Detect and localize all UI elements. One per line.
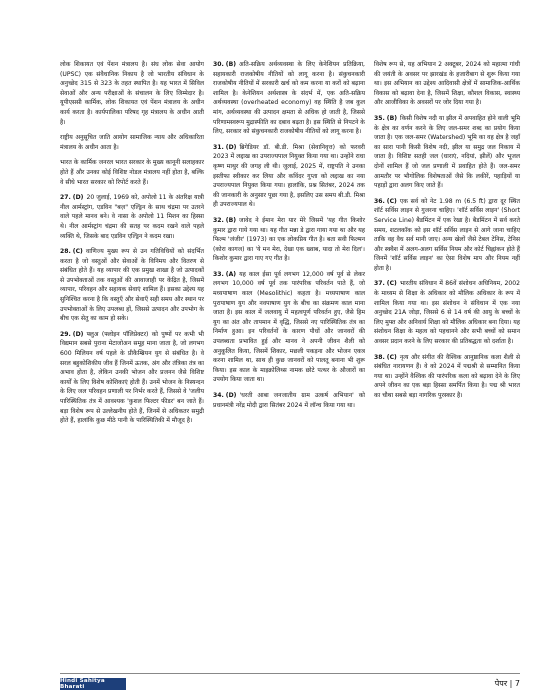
paragraph: लोक शिकायत एवं पेंशन मंत्रालय है। संघ लोक सेवा आयोग (UPSC) एक संवैधानिक निकाय है जो भारतीय संविधान के अनुच्छेद 315 से 323 के तहत स्थापित है। यह भारत में सिविल सेवाओं और अन्य परीक्षाओं के संचालन के लिए जिम्मेदार है। यूपीएससी कार्मिक, लोक शिकायत एवं पेंशन मंत्रालय के अधीन कार्य करता है। कार्यपालिका परिषद गृह मंत्रालय के अधीन आती है।	[60, 61, 204, 126]
explanation-text: वाणिज्य मुख्य रूप से उन गतिविधियों को संदर्भित करता है जो वस्तुओं और सेवाओं के विनिमय और वितरण से संबंधित होते हैं। यह व्यापार की एक प्रमुख शाखा है जो उत्पादकों से उपभोक्ताओं तक वस्तुओं की आवाजाही पर केंद्रित है, जिसमें व्यापार, परिवहन और सहायक सेवाएं शामिल हैं। इसका उद्देश्य यह सुनिश्चित करना है कि वस्तुएँ और सेवाएँ सही समय और स्थान पर उपभोक्ताओं के लिए उपलब्ध हों, जिससे उत्पादन और उपभोग के बीच एक सेतु का काम हो सके।	[60, 248, 204, 323]
answer-option: (B)	[225, 216, 237, 224]
answer-entry	[60, 193, 204, 241]
answer-entry	[213, 216, 365, 264]
explanation-text: जावेद ने ईमान मेरा यार मेरे जिसमें 'यह गीत किशोर कुमार द्वारा गाये गया था। यह गीत मन्ना डे द्वारा गाया गया था और यह फिल्म 'जंजीर' (1973) का एक लोकप्रिय गीत है। बता सवी फिल्मन (कोरा कागज) का 'ये मन मेरा, देखा एक ख्वाब, यादा तो मेरा दिल'। किशोर कुमार द्वारा गाए गए गीत है।	[213, 216, 365, 263]
question-number: 34.	[213, 392, 224, 399]
answer-option: (C)	[386, 280, 397, 288]
question-number: 37.	[374, 280, 385, 288]
question-number: 36.	[374, 197, 385, 205]
answer-option: (D)	[72, 194, 84, 202]
answer-entry	[374, 197, 520, 274]
answer-option: (D)	[72, 330, 84, 338]
answer-entry	[374, 114, 520, 191]
explanation-text: 20 जुलाई, 1969 को, अपोलो 11 के अंतरिक्ष यात्री नील आर्मस्ट्रांग, एडविन "बज़" एल्ड्रिन के साथ चंद्रमा पर उतरने वाले पहले मानव बने। वे नासा के अपोलो 11 मिशन का हिस्सा थे। नील आर्मस्ट्रांग चंद्रमा की सतह पर कदम रखने वाले पहले व्यक्ति थे, जिसके बाद एडविन एल्ड्रिन ने कदम रखा।	[60, 194, 204, 240]
answer-option: (B)	[225, 61, 237, 68]
answer-option: (B)	[386, 114, 398, 122]
explanation-text: भारतीय संविधान में 86वें संशोधन अधिनियम, 2002 के माध्यम से शिक्षा के अधिकार को मौलिक अधिकार के रूप में शामिल किया गया था। इस संशोधन ने संविधान में एक नया अनुच्छेद 21A जोड़ा, जिससे 6 से 14 वर्ष की आयु के बच्चों के लिए मुफ्त और अनिवार्य शिक्षा को मौलिक अधिकार बना दिया। यह संशोधन शिक्षा के महत्व को पहचानने और सभी बच्चों को समान अवसर प्रदान करने के लिए सरकार की प्रतिबद्धता को दर्शाता है।	[374, 280, 520, 346]
explanation-text: एक सर्व को नेट 1.98 m (6.5 ft) द्वारा दूर स्थित शॉर्ट सर्विस लाइन से गुजरना चाहिए। 'शॉर्ट सर्विस लाइन' (Short Service Line) बैडमिंटन में एक रेखा है। बैडमिंटन में सर्व करते समय, शटलकॉक को इस शॉर्ट सर्विस लाइन से आगे जाना चाहिए ताकि वह वैध सर्व मानी जाए। अन्य खेलों जैसे टेबल टेनिस, टेनिस और स्क्वैश में अलग-अलग सर्विस नियम और कोर्ट चिह्नांकन होते हैं जिनमें 'शॉर्ट सर्विस लाइन' का ऐसा विशेष माप और नियम नहीं होता है।	[374, 197, 520, 272]
answer-option: (C)	[72, 248, 83, 256]
column-left	[60, 60, 204, 432]
column-middle	[213, 60, 365, 416]
answer-entry	[213, 270, 365, 385]
page-number: पेपर | 7	[494, 679, 520, 688]
answer-entry	[374, 279, 520, 346]
paragraph: राष्ट्रीय अनुसूचित जाति आयोग सामाजिक न्याय और अधिकारिता मंत्रालय के अधीन आता है।	[60, 134, 204, 151]
answer-entry	[213, 391, 365, 410]
column-right	[374, 60, 520, 407]
answer-option: (C)	[386, 353, 397, 361]
question-number: 35.	[374, 114, 385, 122]
explanation-text: ब्रिगेडियर डॉ. बी.डी. मिश्रा (सेवानिवृत्त) को फरवरी 2023 में लद्दाख का उपराज्यपाल नियुक्त किया गया था। उन्होंने राधा कृष्ण माथुर की जगह ली थी। जुलाई, 2025 में, राष्ट्रपति ने उनका इस्तीफा स्वीकार कर लिया और कविंदर गुप्ता को लद्दाख का नया उपराज्यपाल नियुक्त किया गया। हालांकि, प्रश्न सितंबर, 2024 तक की जानकारी के अनुसार पूछा गया है, इसलिए उस समय बी.डी. मिश्रा ही उपराज्यपाल थे।	[213, 143, 365, 209]
explanation-text: नृत्य और संगीत की वैश्विक आनुष्ठानिक कला शैली से संबंधित नारायणन हैं। वे को 2024 में पद्मश्री से सम्मानित किया गया था। उन्होंने वैश्विक की पारंपरिक कला को बढ़ावा देने के लिए अपने जीवन का एक बड़ा हिस्सा समर्पित किया है। पद्म श्री भारत का चौथा सबसे बड़ा नागरिक पुरस्कार है।	[374, 353, 520, 399]
answer-entry	[213, 143, 365, 210]
explanation-text: अति-सक्रिय अर्थव्यवस्था के लिए केनेशियन प्रतिक्रिया, सहायकारी राजकोषीय नीतियों को लागू करना है। संकुचनकारी राजकोषीय नीतियों में सरकारी खर्च को कम करना या करों को बढ़ाना शामिल है। केनेशियन अर्थशास्त्र के संदर्भ में, एक अति-सक्रिय अर्थव्यवस्था (overheated economy) वह स्थिति है जब कुल मांग, अर्थव्यवस्था की उत्पादन क्षमता से अधिक हो जाती है, जिससे परिणामस्वरूप मुद्रास्फीति का दबाव बढ़ता है। इस स्थिति से निपटने के लिए, सरकार को संकुचनकारी राजकोषीय नीतियों को लागू करना है।	[213, 61, 365, 136]
question-number: 33.	[213, 270, 224, 278]
paragraph: भारत के कार्मिक जनरल भारत सरकार के मुख्य कानूनी सलाहकार होते हैं और उनका कोई विशिष्ट नोडल मंत्रालय नहीं होता है, बल्कि वे सीधे भारत सरकार को रिपोर्ट करते हैं।	[60, 159, 204, 186]
explanation-text: किसी विशेष नदी या झील में अपवाहित होने वाली भूमि के क्षेत्र का वर्णन करने के लिए जल-समर शब्द का प्रयोग किया जाता है। एक जल-समर (Watershed) भूमि का वह क्षेत्र है जहाँ का सारा पानी किसी विशेष नदी, झील या समुद्र जल निकाय में जाता है। विशिष्ट सतही जल (धाराएं, नदियां, झीलें) और भूजल दोनों शामिल हैं जो जल प्रणाली में प्रवाहित होते हैं। जल-समर आमतौर पर भौगोलिक विशेषताओं जैसे कि लकीरें, पहाड़ियों या पहाड़ों द्वारा अलग किए जाते हैं।	[374, 114, 520, 190]
question-number: 30.	[213, 61, 224, 68]
explanation-text: यह काल ईसा पूर्व लगभग 12,000 वर्ष पूर्व से लेकर लगभग 10,000 वर्ष पूर्व तक पारंपरिक परिवर्तन पाते हैं, जो मध्यपाषाण काल (Mesolithic) कहता है। मध्यपाषाण काल पुरापाषाण युग और नवपाषाण युग के बीच का संक्रमण काल माना जाता है। इस काल में जलवायु में महत्वपूर्ण परिवर्तन हुए, जैसे हिम युग का अंत और तापमान में वृद्धि, जिससे नए पारिस्थितिक तंत्र का निर्माण हुआ। इन परिवर्तनों के कारण पौधों और जानवरों की उपलब्धता प्रभावित हुई और मानव ने अपनी जीवन शैली को अनुकूलित किया, जिसमें शिकार, मछली पकड़ना और भोजन एकत्र करना शामिल था, साथ ही कुछ जानवरों को पालतू बनाना भी शुरू किया। इस काल के माइक्रोलिथ्स नामक छोटे पत्थर के औजारों का उपयोग किया जाता था।	[213, 270, 365, 384]
answer-entry	[374, 353, 520, 401]
answer-option: (D)	[225, 143, 237, 151]
question-number: 31.	[213, 143, 224, 151]
answer-entry	[60, 330, 204, 426]
publisher-logo: Hindi Sahitya Bharati	[60, 678, 126, 690]
answer-entry	[60, 247, 204, 324]
answer-option: (A)	[225, 270, 237, 278]
question-number: 28.	[60, 248, 71, 256]
question-number: 32.	[213, 216, 224, 224]
question-number: 27.	[60, 194, 71, 202]
answer-entry	[213, 60, 365, 137]
question-number: 38.	[374, 353, 385, 361]
paragraph: विशेष रूप से, यह अभियान 2 अक्टूबर, 2024 को महात्मा गांधी की जयंती के अवसर पर झारखंड के हजारीबाग से शुरू किया गया था। इस अभियान का उद्देश्य आदिवासी क्षेत्रों में सामाजिक-आर्थिक विकास को बढ़ावा देना है, जिसमें शिक्षा, कौशल विकास, स्वास्थ्य और आजीविका के अवसरों पर जोर दिया गया है।	[374, 61, 520, 107]
explanation-text: फ्लुअ (फ्लोइन पॉलिप्रेक्टर) को पुष्पों पर कभी भी विद्यमान सबसे पुराना मेटाजोअन समूह माना जाता है, जो लगभग 600 मिलियन वर्ष पहले के प्रीकैम्ब्रियन युग से संबंधित है। वे सरल बहुकोशिकीय जीव हैं जिनमें ऊतक, अंग और तंत्रिका तंत्र का अभाव होता है, लेकिन उनकी भोजन और प्रजनन जैसे विशिष्ट कार्यों के लिए विशेष कोशिकाएं होती हैं। उनमें भोजन के निस्यन्दन के लिए जल परिवहन प्रणाली पर निर्भर करते हैं, जिससे वे 'जलीय पारिस्थितिक तंत्र में आवश्यक 'कुशल फिल्टर फीडर' बन जाते हैं। बड़ा विशेष रूप से उल्लेखनीय होते हैं, जिनमें से अधिकतर समुद्री होते हैं, हालांकि कुछ मीठे पानी के पारिस्थितिकी में मौजूद है।	[60, 330, 204, 425]
explanation-text: 'धरती आबा जनजातीय ग्राम उत्कर्ष अभियान' को प्रधानमंत्री नरेंद्र मोदी द्वारा सितंबर 2024 में लॉन्च किया गया था।	[213, 392, 365, 409]
answer-option: (C)	[386, 197, 397, 205]
footer-divider	[60, 673, 520, 674]
answer-option: (D)	[225, 392, 237, 399]
question-number: 29.	[60, 330, 71, 338]
